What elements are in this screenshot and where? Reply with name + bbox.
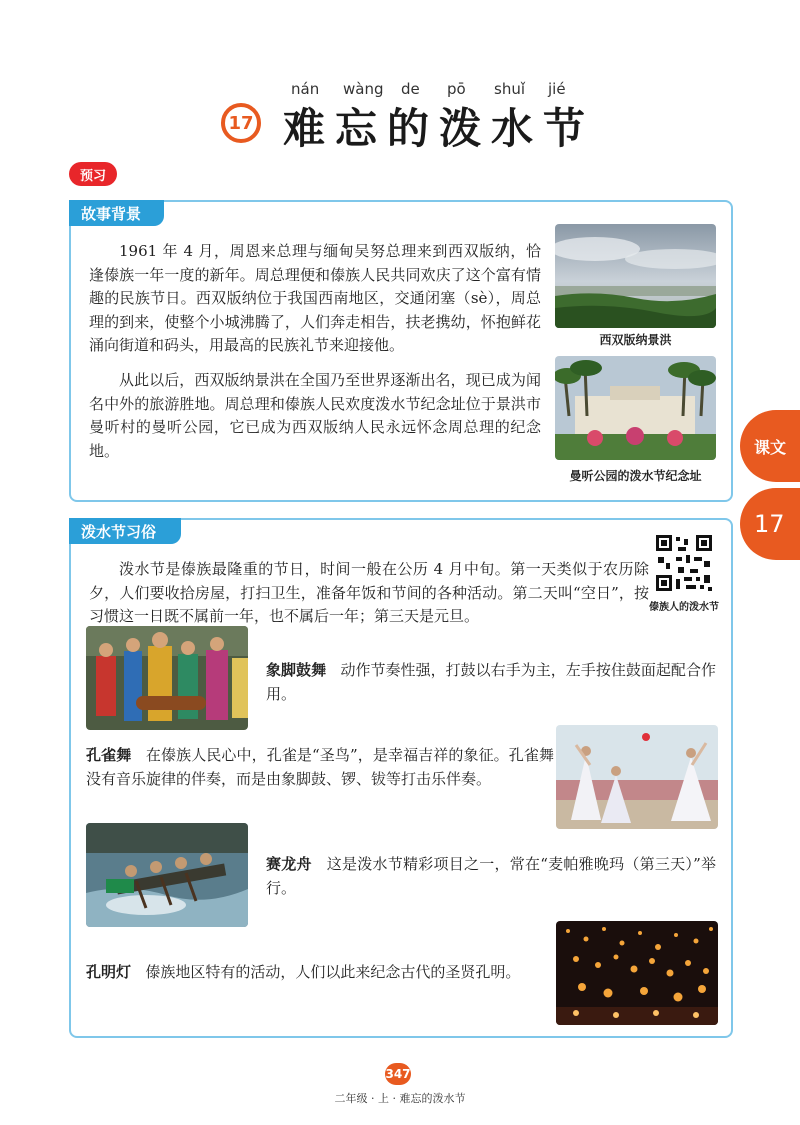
side-tab-lesson[interactable]: 课文 — [740, 410, 800, 482]
side-tab-number[interactable]: 17 — [740, 488, 800, 560]
custom-desc-1: 动作节奏性强，打鼓以右手为主，左手按住鼓面起配合作用。 — [266, 661, 716, 703]
background-paragraph-1: 1961 年 4 月，周恩来总理与缅甸吴努总理来到西双版纳，恰逢傣族一年一度的新年。周总理便和傣族人民共同欢庆了这个富有情趣的民族节日。西双版纳位于我国西南地区，交通闭塞（sè），周总理的到来，使整个小城沸腾了，人们奔走相告，扶老携幼，怀抱鲜花涌向街道和码头，用最高的民族礼节来迎接他。 — [89, 242, 541, 354]
customs-intro: 泼水节是傣族最隆重的节日，时间一般在公历 4 月中旬。第一天类似于农历除夕，人们要收拾房屋，打扫卫生，准备年饭和节间的各种活动。第二天叫“空日”，按习惯这一日既不属前一年，也不属后一年；第三天是元旦。 — [89, 560, 649, 625]
customs-section — [69, 518, 733, 1038]
custom-item-kongming-lantern — [86, 961, 554, 985]
peacock-dance-photo — [556, 725, 718, 829]
background-paragraph-2: 从此以后，西双版纳景洪在全国乃至世界逐渐出名，现已成为闻名中外的旅游胜地。周总理和傣族人民欢度泼水节纪念址位于景洪市曼听村的曼听公园，它已成为西双版纳人民永远怀念周总理的纪念地。 — [89, 371, 541, 460]
custom-term-3: 赛龙舟 — [266, 855, 312, 873]
custom-desc-3: 这是泼水节精彩项目之一，常在“麦帕雅晚玛（第三天）”举行。 — [266, 855, 716, 897]
custom-desc-2: 在傣族人民心中，孔雀是“圣鸟”，是幸福吉祥的象征。孔雀舞没有音乐旋律的伴奏，而是由象脚鼓、锣、钹等打击乐伴奏。 — [86, 746, 554, 788]
photo-caption-1: 西双版纳景洪 — [599, 333, 672, 347]
custom-term-4: 孔明灯 — [86, 963, 132, 981]
pinyin-1: nán — [291, 80, 320, 98]
dragon-boat-photo — [86, 823, 248, 927]
kongming-lantern-photo — [556, 921, 718, 1025]
custom-item-elephant-drum — [266, 659, 716, 706]
elephant-drum-dance-photo — [86, 626, 248, 730]
customs-heading: 泼水节习俗 — [69, 518, 181, 544]
lesson-number-badge: 17 — [221, 103, 261, 143]
photo-caption-2: 曼听公园的泼水节纪念址 — [569, 469, 702, 483]
custom-term-2: 孔雀舞 — [86, 746, 132, 764]
pinyin-2: wàng — [343, 80, 384, 98]
pinyin-3: de — [401, 80, 420, 98]
page-number: 347 — [385, 1063, 411, 1085]
custom-term-1: 象脚鼓舞 — [266, 661, 327, 679]
custom-item-dragon-boat — [266, 853, 716, 900]
preview-badge: 预习 — [69, 162, 117, 186]
footer-text: 二年级 · 上 · 难忘的泼水节 — [334, 1092, 466, 1105]
manting-park-photo — [555, 356, 716, 460]
custom-desc-4: 傣族地区特有的活动，人们以此来纪念古代的圣贤孔明。 — [145, 963, 521, 981]
xishuangbanna-photo — [555, 224, 716, 328]
qr-code-icon[interactable] — [654, 533, 714, 593]
pinyin-6: jié — [548, 80, 566, 98]
pinyin-4: pō — [447, 80, 466, 98]
qr-caption: 傣族人的泼水节 — [649, 602, 719, 613]
pinyin-5: shuǐ — [494, 80, 525, 98]
background-heading: 故事背景 — [69, 200, 164, 226]
background-section — [69, 200, 733, 502]
custom-item-peacock-dance — [86, 744, 554, 791]
lesson-title: 难忘的泼水节 — [283, 104, 596, 153]
